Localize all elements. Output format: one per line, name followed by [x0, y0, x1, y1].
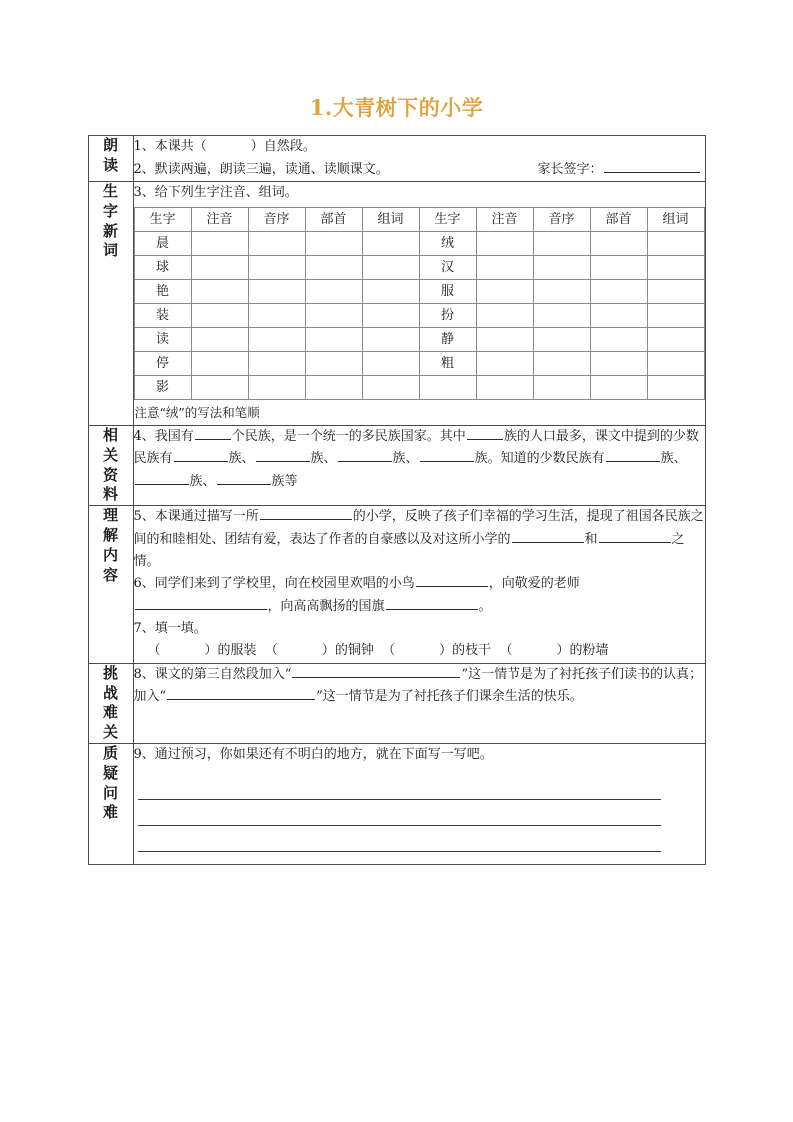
grid-row — [134, 232, 704, 256]
grid-row — [134, 328, 704, 352]
table-row-reading — [88, 136, 705, 182]
section-label-text: 相关资料 — [102, 426, 118, 504]
section-label-text: 朗读 — [102, 136, 118, 175]
grid-input-cell-initial[interactable] — [248, 232, 305, 256]
item-4-blank-2[interactable] — [467, 427, 503, 440]
parent-signature-label: 家长签字： — [537, 161, 603, 177]
grid-character-cell: 绒 — [419, 232, 476, 256]
grid-row — [134, 376, 704, 400]
item-8-blank-1[interactable] — [292, 664, 460, 677]
grid-header-cell: 生字 — [134, 208, 191, 232]
grid-input-cell-pinyin[interactable] — [476, 280, 533, 304]
item-4-seg-i: 族、 — [189, 473, 216, 489]
grid-character-cell: 读 — [134, 328, 191, 352]
item-1 — [134, 136, 705, 158]
item-7-word-4: 的粉墙 — [569, 643, 609, 659]
grid-input-cell-radical[interactable] — [305, 304, 362, 328]
item-5-prefix: 5、 — [133, 509, 155, 525]
item-6-seg-d: 。 — [478, 598, 492, 614]
grid-header-cell: 生字 — [419, 208, 476, 232]
grid-input-cell-word[interactable] — [647, 352, 704, 376]
item-6 — [134, 573, 705, 618]
section-body-challenge — [133, 663, 705, 743]
grid-input-cell-initial[interactable] — [533, 280, 590, 304]
item-4-blank-1[interactable] — [195, 427, 231, 440]
grid-input-cell-pinyin[interactable] — [476, 352, 533, 376]
item-5-blank-2[interactable] — [512, 529, 584, 542]
section-label-new-characters — [88, 181, 133, 425]
grid-character-cell: 晨 — [134, 232, 191, 256]
grid-input-cell-pinyin[interactable] — [191, 280, 248, 304]
item-4-seg-e: 族、 — [310, 451, 337, 467]
grid-input-cell-pinyin[interactable] — [191, 376, 248, 400]
grid-input-cell-radical[interactable] — [590, 232, 647, 256]
item-7-blanks-row — [134, 640, 705, 662]
item-5-seg-d: 之情。 — [133, 531, 685, 569]
item-6-prefix: 6、 — [133, 576, 155, 592]
item-1-prefix: 1、 — [133, 139, 155, 155]
grid-input-cell-initial[interactable] — [533, 232, 590, 256]
grid-character-cell — [419, 376, 476, 400]
item-5-seg-a: 本课通过描写一所 — [154, 509, 259, 525]
grid-input-cell-initial[interactable] — [248, 280, 305, 304]
grid-input-cell-word[interactable] — [647, 256, 704, 280]
grid-input-cell-pinyin[interactable] — [476, 232, 533, 256]
grid-input-cell-radical[interactable] — [305, 280, 362, 304]
section-label-related-material — [88, 426, 133, 506]
section-label-questions — [88, 743, 133, 864]
grid-row — [134, 280, 704, 304]
item-8-seg-b: ”这一情节是为了衬托孩子们读书的认真；加入“ — [133, 666, 703, 705]
grid-character-cell: 扮 — [419, 304, 476, 328]
grid-input-cell-pinyin[interactable] — [476, 304, 533, 328]
parent-signature-blank[interactable] — [604, 159, 700, 172]
item-4 — [134, 426, 705, 493]
grid-input-cell-initial[interactable] — [248, 256, 305, 280]
grid-input-cell-word[interactable] — [362, 280, 419, 304]
section-label-text: 理解内容 — [102, 506, 118, 584]
item-4-prefix: 4、 — [133, 429, 155, 445]
grid-input-cell-radical[interactable] — [590, 352, 647, 376]
grid-input-cell-initial[interactable] — [248, 376, 305, 400]
grid-input-cell-word[interactable] — [647, 328, 704, 352]
character-practice-grid — [134, 207, 705, 400]
grid-header-cell: 注音 — [476, 208, 533, 232]
grid-input-cell-initial[interactable] — [533, 328, 590, 352]
grid-input-cell-pinyin[interactable] — [191, 304, 248, 328]
grid-input-cell-radical[interactable] — [590, 304, 647, 328]
grid-input-cell-word[interactable] — [362, 352, 419, 376]
section-body-questions — [133, 743, 705, 864]
grid-input-cell-initial[interactable] — [533, 352, 590, 376]
grid-input-cell-word[interactable] — [362, 328, 419, 352]
item-8-prefix: 8、 — [133, 666, 155, 682]
item-4-seg-g: 族。知道的少数民族有 — [474, 451, 605, 467]
grid-header-cell: 部首 — [590, 208, 647, 232]
parent-signature-group — [537, 159, 700, 181]
item-4-seg-c: 族的人口最多，课文中提到的少数民族有 — [133, 429, 699, 467]
item-4-seg-j: 族等 — [271, 473, 298, 489]
item-6-seg-a: 同学们来到了学校里，向在校园里欢唱的小鸟 — [154, 576, 415, 592]
item-5-seg-b: 的小学，反映了孩子们幸福的学习生活，提现了祖国各民族之间的和睦相处、团结有爱，表达了作者的自豪感以及对这所小学的 — [133, 509, 704, 547]
item-7-open-paren-1: （ — [147, 643, 161, 659]
grid-input-cell-pinyin[interactable] — [476, 328, 533, 352]
item-4-blank-3[interactable] — [174, 449, 228, 462]
grid-character-cell: 装 — [134, 304, 191, 328]
item-4-blank-6[interactable] — [420, 449, 474, 462]
item-7-word-1: 的服装 — [217, 643, 257, 659]
grid-input-cell-pinyin[interactable] — [191, 256, 248, 280]
item-9 — [134, 744, 705, 766]
grid-character-cell: 艳 — [134, 280, 191, 304]
item-7-open-paren-2: （ — [264, 643, 278, 659]
item-8 — [134, 664, 705, 709]
item-7 — [134, 618, 705, 640]
grid-character-cell: 汉 — [419, 256, 476, 280]
item-4-seg-a: 我国有 — [154, 429, 194, 445]
grid-input-cell-initial[interactable] — [533, 256, 590, 280]
page-title: 1.大青树下的小学 — [309, 95, 484, 120]
grid-input-cell-pinyin[interactable] — [476, 256, 533, 280]
grid-row — [134, 256, 704, 280]
answer-line[interactable] — [138, 826, 661, 852]
grid-input-cell-initial[interactable] — [533, 304, 590, 328]
item-6-seg-b: ，向敬爱的老师 — [488, 576, 580, 592]
section-label-text: 挑战难关 — [102, 663, 118, 742]
table-row-related-material — [88, 426, 705, 506]
answer-area-spacer — [134, 852, 705, 864]
section-label-comprehension — [88, 506, 133, 664]
item-3-heading: 3、给下列生字注音、组词。 — [133, 184, 298, 200]
grid-header-row — [134, 208, 704, 232]
grid-header-cell: 部首 — [305, 208, 362, 232]
item-7-close-paren-4: ） — [556, 643, 570, 659]
section-label-text: 质疑问难 — [102, 743, 118, 822]
grid-input-cell-radical[interactable] — [305, 376, 362, 400]
item-2 — [134, 159, 705, 181]
grid-input-cell-pinyin[interactable] — [191, 328, 248, 352]
section-body-related-material — [133, 426, 705, 506]
grid-input-cell-initial[interactable] — [533, 376, 590, 400]
table-row-challenge — [88, 663, 705, 743]
answer-line[interactable] — [138, 800, 661, 826]
item-6-blank-1[interactable] — [416, 574, 488, 587]
grid-input-cell-initial[interactable] — [248, 328, 305, 352]
item-8-blank-2[interactable] — [167, 687, 315, 700]
item-7-word-3: 的枝干 — [452, 643, 492, 659]
item-1-text-after: ）自然段。 — [250, 139, 316, 155]
grid-character-cell: 影 — [134, 376, 191, 400]
grid-input-cell-word[interactable] — [362, 256, 419, 280]
item-8-seg-a: 课文的第三自然段加入“ — [154, 666, 292, 682]
item-7-close-paren-1: ） — [204, 643, 218, 659]
grid-character-cell: 服 — [419, 280, 476, 304]
item-4-blank-5[interactable] — [338, 449, 392, 462]
grid-header-cell: 注音 — [191, 208, 248, 232]
item-6-seg-c: ，向高高飘扬的国旗 — [267, 598, 385, 614]
character-note: 注意“绒”的写法和笔顺 — [134, 405, 260, 421]
item-4-blank-9[interactable] — [217, 471, 271, 484]
table-row-questions — [88, 743, 705, 864]
item-4-seg-f: 族、 — [392, 451, 419, 467]
item-4-blank-8[interactable] — [135, 471, 189, 484]
item-4-blank-7[interactable] — [606, 449, 660, 462]
table-row-comprehension — [88, 506, 705, 664]
item-9-prefix: 9、 — [133, 746, 155, 762]
section-label-text: 生字新词 — [102, 181, 118, 260]
grid-input-cell-pinyin[interactable] — [476, 376, 533, 400]
table-row-new-characters — [88, 181, 705, 425]
item-7-close-paren-3: ） — [439, 643, 453, 659]
grid-header-cell: 音序 — [248, 208, 305, 232]
item-7-close-paren-2: ） — [321, 643, 335, 659]
item-5 — [134, 506, 705, 573]
grid-input-cell-word[interactable] — [362, 376, 419, 400]
grid-input-cell-radical[interactable] — [305, 328, 362, 352]
answer-line[interactable] — [138, 774, 661, 800]
grid-input-cell-initial[interactable] — [248, 352, 305, 376]
item-5-seg-c: 和 — [584, 531, 598, 547]
grid-input-cell-initial[interactable] — [248, 304, 305, 328]
grid-input-cell-pinyin[interactable] — [191, 352, 248, 376]
item-5-blank-1[interactable] — [260, 507, 352, 520]
grid-character-cell: 停 — [134, 352, 191, 376]
grid-character-cell: 球 — [134, 256, 191, 280]
item-1-text-before: 本课共（ — [154, 139, 207, 155]
worksheet-table — [88, 135, 706, 865]
item-7-word-2: 的铜钟 — [334, 643, 374, 659]
grid-header-cell: 组词 — [362, 208, 419, 232]
item-6-blank-3[interactable] — [386, 596, 478, 609]
grid-input-cell-word[interactable] — [647, 304, 704, 328]
item-7-open-paren-3: （ — [382, 643, 396, 659]
section-label-challenge — [88, 663, 133, 743]
grid-input-cell-radical[interactable] — [305, 232, 362, 256]
grid-input-cell-radical[interactable] — [590, 376, 647, 400]
section-body-new-characters — [133, 181, 705, 425]
grid-input-cell-pinyin[interactable] — [191, 232, 248, 256]
grid-input-cell-word[interactable] — [362, 232, 419, 256]
grid-input-cell-word[interactable] — [647, 232, 704, 256]
section-label-reading — [88, 136, 133, 182]
grid-row — [134, 352, 704, 376]
grid-input-cell-radical[interactable] — [590, 256, 647, 280]
item-9-text: 通过预习，你如果还有不明白的地方，就在下面写一写吧。 — [154, 746, 493, 762]
grid-input-cell-word[interactable] — [647, 280, 704, 304]
item-7-prefix: 7、 — [133, 621, 155, 637]
item-7-text: 填一填。 — [154, 621, 207, 637]
section-body-comprehension — [133, 506, 705, 664]
grid-input-cell-word[interactable] — [647, 376, 704, 400]
grid-input-cell-radical[interactable] — [305, 256, 362, 280]
item-4-seg-b: 个民族，是一个统一的多民族国家。其中 — [231, 429, 466, 445]
item-8-seg-c: ”这一情节是为了衬托孩子们课余生活的快乐。 — [316, 689, 583, 705]
item-4-seg-h: 族、 — [660, 451, 687, 467]
grid-header-cell: 组词 — [647, 208, 704, 232]
grid-input-cell-radical[interactable] — [590, 280, 647, 304]
grid-header-cell: 音序 — [533, 208, 590, 232]
item-7-open-paren-4: （ — [499, 643, 513, 659]
grid-input-cell-word[interactable] — [362, 304, 419, 328]
grid-input-cell-radical[interactable] — [590, 328, 647, 352]
item-2-text: 2、默读两遍，朗读三遍，读通、读顺课文。 — [133, 161, 389, 177]
grid-row — [134, 304, 704, 328]
section-body-reading — [133, 136, 705, 182]
item-4-seg-d: 族、 — [228, 451, 255, 467]
grid-character-cell: 粗 — [419, 352, 476, 376]
grid-character-cell: 静 — [419, 328, 476, 352]
grid-input-cell-radical[interactable] — [305, 352, 362, 376]
item-5-blank-3[interactable] — [599, 529, 671, 542]
item-6-blank-2[interactable] — [135, 596, 267, 609]
item-4-blank-4[interactable] — [256, 449, 310, 462]
